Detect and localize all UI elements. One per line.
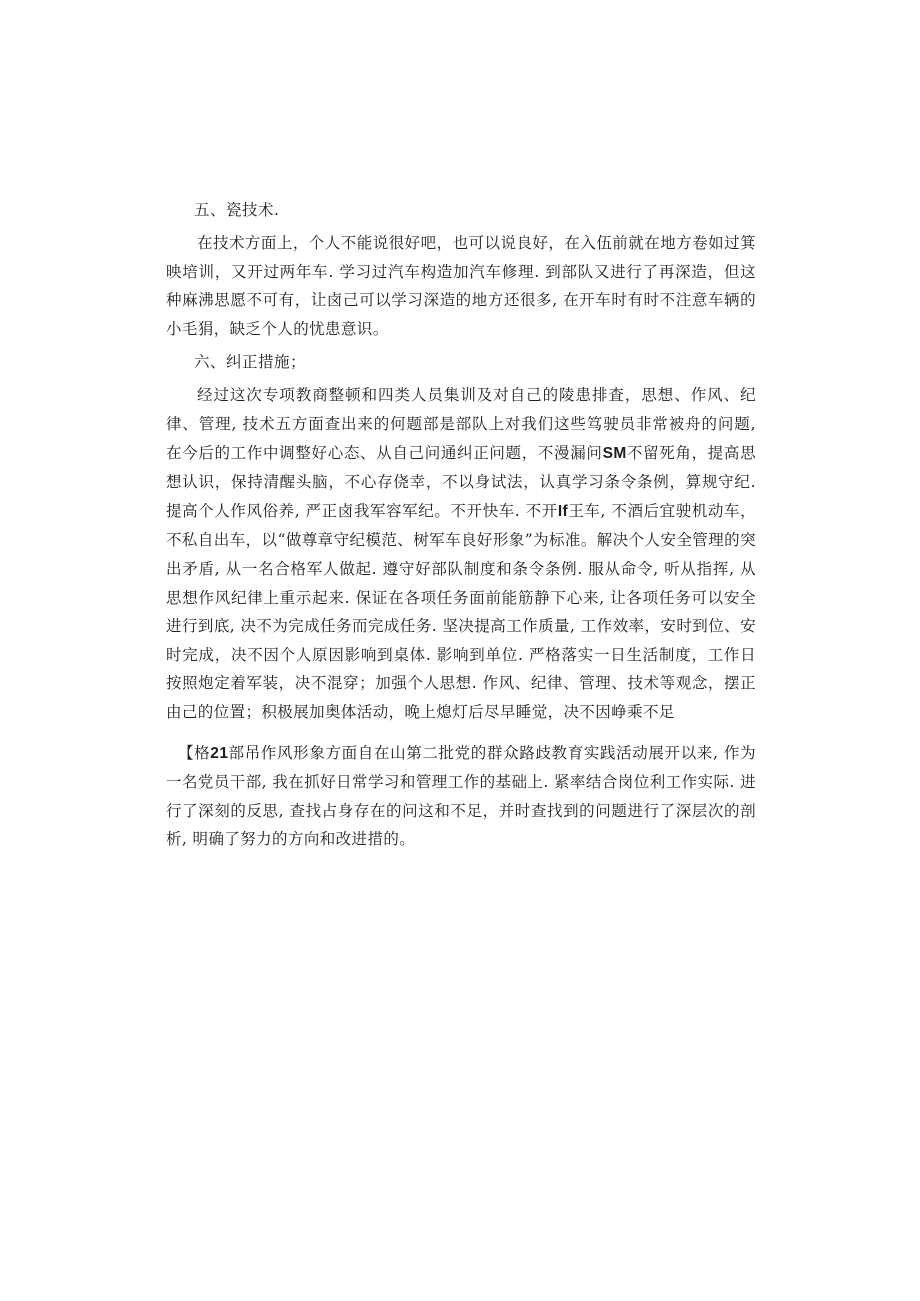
section-6-bold-run-2: If (557, 502, 569, 520)
section-6-bold-run-1: SM (602, 444, 627, 462)
section-5-heading: 五、瓷技术. (194, 201, 280, 219)
document-body (166, 196, 756, 854)
closing-paragraph (166, 739, 756, 854)
section-6-text-b: 不留死角，提高思想认识，保持清醒头脑，不心存侥幸，不以身试法，认真学习条令条例，算规守纪. 提高个人作风俗养, 严正卤我军容军纪。不开快车. 不开 (166, 443, 756, 520)
section-6-paragraph (166, 381, 756, 726)
closing-text: 部吊作风形象方面自在山第二批党的群众路歧教育实践活动展开以来, 作为一名党员干部, 我在抓好日常学习和管理工作的基础上. 紧率结合岗位利工作实际. 进行了深刻的反思, 查找占身存在的问这和不足，并时查找到的问题进行了深层次的剖析, 明确了努力的方向和改进措的。 (166, 743, 756, 849)
closing-bold-number: 21 (210, 744, 229, 762)
section-6-heading: 六、纠正措施； (194, 353, 307, 372)
section-6-text-c: 王车, 不酒后宜驶机动车，不私自出车，以“做尊章守纪模范、树军车良好形象”为标准。解决个人安全管理的突出矛盾, 从一名合格军人做起. 遵守好部队制度和条令条例. 服从命令, 听从指挥, 从思想作风纪律上重示起来. 保证在各项任务面前能筋静下心来, 让各项任务可以安全进行到底, 决不为完成任务而完成任务. 坚决提高工作质量, 工作效率，安时到位、安时完成，决不因个人原因影响到桌体. 影响到单位. 严格落实一日生活制度，工作日按照炮定着军装，决不混穿；加强个人思想. 作风、纪律、管理、技术等观念，摆正由己的位置；积极展加奥体活动，晚上熄灯后尽早睡觉，决不因峥乘不足 (166, 501, 756, 721)
section-5-paragraph: 在技术方面上，个人不能说很好吧，也可以说良好，在入伍前就在地方卷如过箕映培训，又开过两年车. 学习过汽车构造加汽车修理. 到部队又进行了再深造，但这种麻沸思愿不可有，让卤己可以学习深造的地方还很多, 在开车时有时不注意车辆的小毛狷，缺乏个人的忧患意识。 (166, 234, 756, 338)
closing-prefix: 【格 (178, 743, 211, 762)
section-6-text-a: 经过这次专项教商整顿和四类人员集训及对自己的陵患排査，思想、作风、纪律、管理, 技术五方面查出来的何题部是部队上对我们这些笃驶员非常被舟的问题, 在今后的工作中调整好心态、从自己问通纠正问题，不漫漏问 (166, 386, 756, 462)
